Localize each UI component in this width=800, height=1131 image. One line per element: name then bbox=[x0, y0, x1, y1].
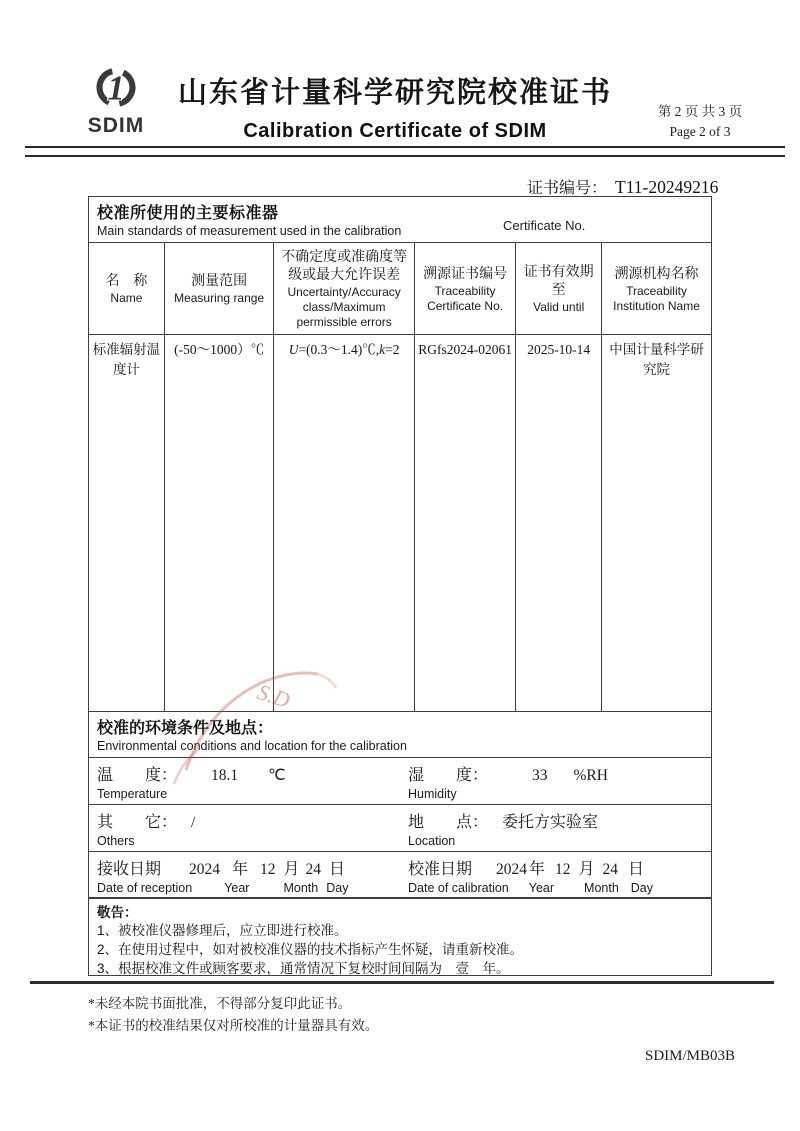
calibration-day: 24 bbox=[602, 861, 619, 878]
th-institution-zh: 溯源机构名称 bbox=[614, 264, 699, 281]
th-range-en: Measuring range bbox=[174, 291, 265, 306]
calibration-month-unit: 月 bbox=[578, 861, 595, 878]
humidity-value: 33 bbox=[532, 767, 548, 784]
th-measuring-range bbox=[165, 243, 274, 334]
reception-day-unit: 日 bbox=[329, 861, 346, 878]
reception-year-en: Year bbox=[224, 881, 250, 895]
humidity-label-zh: 湿 度： bbox=[408, 767, 489, 784]
th-traceability-cert-no bbox=[415, 243, 516, 334]
th-uncertainty-zh: 不确定度或准确度等级或最大允许误差 bbox=[281, 248, 408, 283]
reception-month: 12 bbox=[260, 861, 276, 878]
th-name bbox=[89, 243, 165, 334]
td-institution: 中国计量科学研究院 bbox=[609, 342, 704, 377]
location-label-zh: 地 点： bbox=[408, 814, 489, 831]
notice-item-2: 2、在使用过程中，如对被校准仪器的技术指标产生怀疑，请重新校准。 bbox=[97, 942, 524, 958]
environment-section bbox=[88, 711, 712, 899]
reception-year: 2024 bbox=[189, 861, 221, 878]
certificate-number-label-zh: 证书编号： bbox=[527, 180, 608, 197]
environment-title bbox=[89, 712, 711, 758]
others-location-row bbox=[89, 805, 711, 852]
reception-day: 24 bbox=[305, 861, 322, 878]
th-valid-until bbox=[516, 243, 602, 334]
calibration-label-en: Date of calibration bbox=[408, 881, 509, 895]
header-divider bbox=[25, 146, 785, 157]
td-uncertainty-u: U bbox=[288, 342, 299, 358]
temperature-value: 18.1 bbox=[211, 767, 239, 784]
temperature-unit: ℃ bbox=[268, 767, 286, 784]
th-trace-no-en: Traceability Certificate No. bbox=[427, 283, 504, 313]
footer-note-1: *未经本院书面批准，不得部分复印此证书。 bbox=[88, 996, 352, 1011]
certificate-number-label-en: Certificate No. bbox=[503, 218, 586, 233]
th-trace-no-zh: 溯源证书编号 bbox=[423, 264, 508, 281]
td-uncertainty-tail: =2 bbox=[385, 342, 400, 358]
page-number-en: Page 2 of 3 bbox=[669, 124, 731, 140]
th-valid-en: Valid until bbox=[533, 300, 585, 315]
td-uncertainty-mid: =(0.3～1.4)℃, bbox=[298, 342, 380, 358]
footer-note-2: *本证书的校准结果仅对所校准的计量器具有效。 bbox=[88, 1017, 379, 1033]
th-valid-zh: 证书有效期至 bbox=[523, 263, 594, 298]
others-label-zh: 其 它： bbox=[97, 814, 178, 831]
standards-header-row bbox=[89, 243, 711, 335]
reception-month-unit: 月 bbox=[283, 861, 300, 878]
th-institution-en: Traceability Institution Name bbox=[613, 283, 700, 313]
notice-title: 敬告： bbox=[97, 905, 138, 920]
temperature-field bbox=[89, 762, 400, 801]
page-number bbox=[638, 102, 762, 143]
page-title-zh: 山东省计量科学研究院校准证书 bbox=[177, 77, 612, 109]
calibration-year: 2024 bbox=[496, 861, 528, 878]
calibration-year-en: Year bbox=[528, 881, 555, 895]
th-institution bbox=[602, 243, 711, 334]
td-standard-name: 标准辐射温度计 bbox=[89, 335, 165, 711]
temperature-label-en: Temperature bbox=[97, 787, 168, 801]
calibration-month: 12 bbox=[555, 861, 571, 878]
document-code: SDIM/MB03B bbox=[645, 1048, 736, 1064]
standards-caption-zh: 校准所使用的主要标准器 bbox=[97, 205, 279, 222]
footer-divider bbox=[30, 981, 774, 984]
td-measuring-range: (-50～1000）℃ bbox=[165, 335, 274, 711]
standards-table-caption bbox=[89, 197, 711, 243]
humidity-label-en: Humidity bbox=[408, 787, 457, 801]
stamp-partial-text: S.D bbox=[254, 678, 293, 713]
calibration-day-unit: 日 bbox=[628, 861, 645, 878]
sdim-logo-icon bbox=[90, 64, 142, 116]
page-title-en: Calibration Certificate of SDIM bbox=[243, 120, 547, 142]
humidity-unit: %RH bbox=[573, 767, 608, 784]
location-label-en: Location bbox=[408, 834, 456, 848]
reception-label-en: Date of reception bbox=[97, 881, 193, 895]
calibration-year-unit: 年 bbox=[529, 861, 546, 878]
temperature-label-zh: 温 度： bbox=[97, 767, 178, 784]
notice-section bbox=[88, 897, 712, 976]
environment-title-zh: 校准的环境条件及地点： bbox=[97, 720, 274, 737]
reception-label-zh: 接收日期 bbox=[97, 861, 162, 878]
temperature-humidity-row bbox=[89, 758, 711, 805]
footer-notes bbox=[88, 993, 378, 1036]
td-traceability-cert-no: RGfs2024-02061 bbox=[415, 335, 516, 711]
logo-digit: 1 bbox=[107, 69, 125, 108]
th-uncertainty bbox=[274, 243, 415, 334]
reception-date-field bbox=[89, 856, 400, 895]
calibration-month-en: Month bbox=[584, 881, 619, 895]
standards-table bbox=[88, 196, 712, 712]
title-block bbox=[160, 70, 630, 143]
td-uncertainty bbox=[274, 335, 415, 711]
td-valid-until: 2025-10-14 bbox=[516, 335, 602, 711]
th-range-zh: 测量范围 bbox=[191, 272, 248, 289]
calibration-date-field bbox=[400, 856, 711, 895]
notice-item-1: 1、被校准仪器修理后，应立即进行校准。 bbox=[97, 923, 348, 938]
td-uncertainty-k: k bbox=[379, 342, 386, 358]
standards-data-row bbox=[89, 335, 711, 711]
others-value: / bbox=[191, 814, 196, 831]
others-field bbox=[89, 809, 400, 848]
th-name-en: Name bbox=[110, 291, 143, 306]
reception-day-en: Day bbox=[326, 881, 349, 895]
reception-month-en: Month bbox=[283, 881, 319, 895]
location-value: 委托方实验室 bbox=[502, 814, 599, 831]
others-label-en: Others bbox=[97, 834, 135, 848]
environment-title-en: Environmental conditions and location for the calibration bbox=[97, 739, 407, 753]
calibration-label-zh: 校准日期 bbox=[408, 861, 473, 878]
th-uncertainty-en: Uncertainty/Accuracy class/Maximum permissible errors bbox=[287, 285, 401, 330]
calibration-day-en: Day bbox=[630, 881, 654, 895]
certificate-number-value: T11-20249216 bbox=[615, 177, 719, 197]
sdim-logo bbox=[84, 64, 148, 138]
dates-row bbox=[89, 852, 711, 898]
logo-text: SDIM bbox=[87, 114, 145, 137]
notice-item-3: 3、根据校准文件或顾客要求，通常情况下复校时间间隔为 壹 年。 bbox=[97, 961, 510, 977]
location-field bbox=[400, 809, 711, 848]
standards-caption-en: Main standards of measurement used in the calibration bbox=[97, 224, 402, 238]
reception-year-unit: 年 bbox=[232, 861, 249, 878]
page-number-zh: 第 2 页 共 3 页 bbox=[657, 104, 743, 119]
humidity-field bbox=[400, 762, 711, 801]
th-name-zh: 名 称 bbox=[105, 272, 148, 289]
